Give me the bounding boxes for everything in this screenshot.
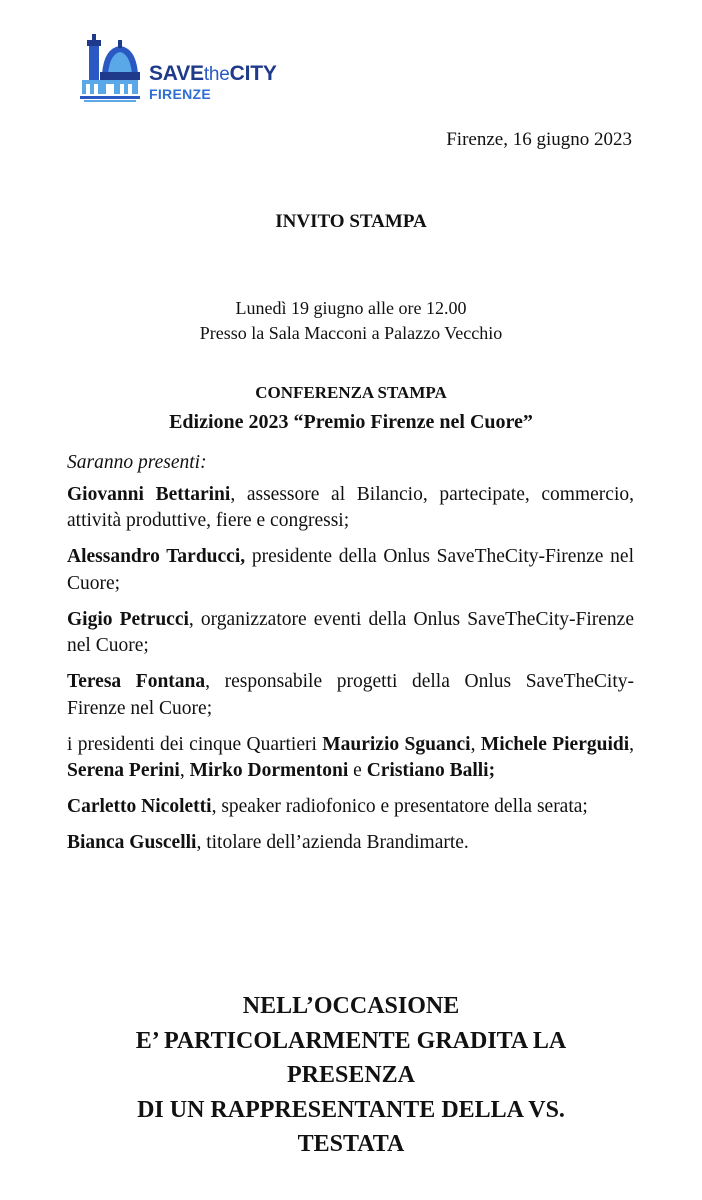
separator: , — [470, 733, 481, 755]
quartieri-prefix: i presidenti dei cinque Quartieri — [67, 733, 323, 755]
attendee-item — [67, 607, 634, 660]
quartiere-president: Mirko Dormentoni — [189, 760, 349, 781]
logo-city: CITY — [229, 62, 277, 85]
attendee-name: Giovanni Bettarini — [67, 483, 231, 505]
quartiere-president: Serena Perini — [67, 760, 180, 781]
attendee-role: , speaker radiofonico e presentatore della serata; — [211, 796, 588, 817]
attendee-role: presidente della Onlus SaveTheCity-Firenze nel Cuore; — [67, 546, 635, 594]
quartieri-item — [67, 732, 634, 785]
attendee-role: , assessore al Bilancio, partecipate, commercio, attività produttive, fiere e congressi; — [67, 483, 634, 531]
event-when — [0, 296, 702, 346]
attendee-item — [67, 794, 634, 821]
logo-wordmark — [149, 63, 277, 101]
document-date: Firenze, 16 giugno 2023 — [446, 129, 632, 150]
closing-line: PRESENZA — [286, 1062, 416, 1088]
document-heading: INVITO STAMPA — [275, 211, 427, 232]
quartiere-president: Cristiano Balli; — [366, 760, 496, 781]
attendee-item — [67, 669, 634, 722]
attendee-name: Carletto Nicoletti — [67, 796, 212, 817]
logo-save: SAVE — [149, 62, 204, 85]
attendee-name: Alessandro Tarducci, — [67, 546, 246, 567]
separator: , — [629, 733, 635, 755]
attendees-intro: Saranno presenti: — [67, 452, 207, 473]
quartiere-president: Michele Pierguidi — [480, 733, 630, 755]
attendees-block — [67, 450, 634, 866]
edition-title: Edizione 2023 “Premio Firenze nel Cuore” — [169, 411, 533, 433]
event-date-line: Lunedì 19 giugno alle ore 12.00 — [235, 298, 467, 318]
closing-message — [0, 989, 702, 1162]
logo-firenze: FIRENZE — [149, 86, 211, 102]
separator: , — [179, 760, 190, 781]
attendee-role: , organizzatore eventi della Onlus SaveTheCity-Firenze nel Cuore; — [67, 608, 634, 656]
closing-line: NELL’OCCASIONE — [242, 993, 460, 1019]
logo — [80, 34, 320, 104]
separator: e — [348, 760, 367, 781]
attendee-role: , titolare dell’azienda Brandimarte. — [196, 832, 469, 853]
quartiere-president: Maurizio Sguanci — [322, 733, 471, 755]
attendee-role: , responsabile progetti della Onlus SaveTheCity-Firenze nel Cuore; — [67, 671, 635, 719]
palazzo-duomo-icon — [80, 34, 140, 104]
attendee-name: Bianca Guscelli — [67, 832, 197, 853]
closing-line: TESTATA — [297, 1131, 405, 1157]
attendee-item — [67, 482, 634, 535]
attendee-name: Gigio Petrucci — [67, 608, 189, 630]
conference-title: CONFERENZA STAMPA — [255, 383, 447, 402]
logo-the: the — [203, 64, 230, 85]
event-venue-line: Presso la Sala Macconi a Palazzo Vecchio — [199, 323, 503, 343]
attendee-item — [67, 830, 634, 857]
closing-line: DI UN RAPPRESENTANTE DELLA VS. — [137, 1096, 565, 1123]
attendee-name: Teresa Fontana — [67, 671, 206, 692]
closing-line: E’ PARTICOLARMENTE GRADITA LA — [135, 1027, 567, 1054]
attendee-item — [67, 544, 634, 597]
